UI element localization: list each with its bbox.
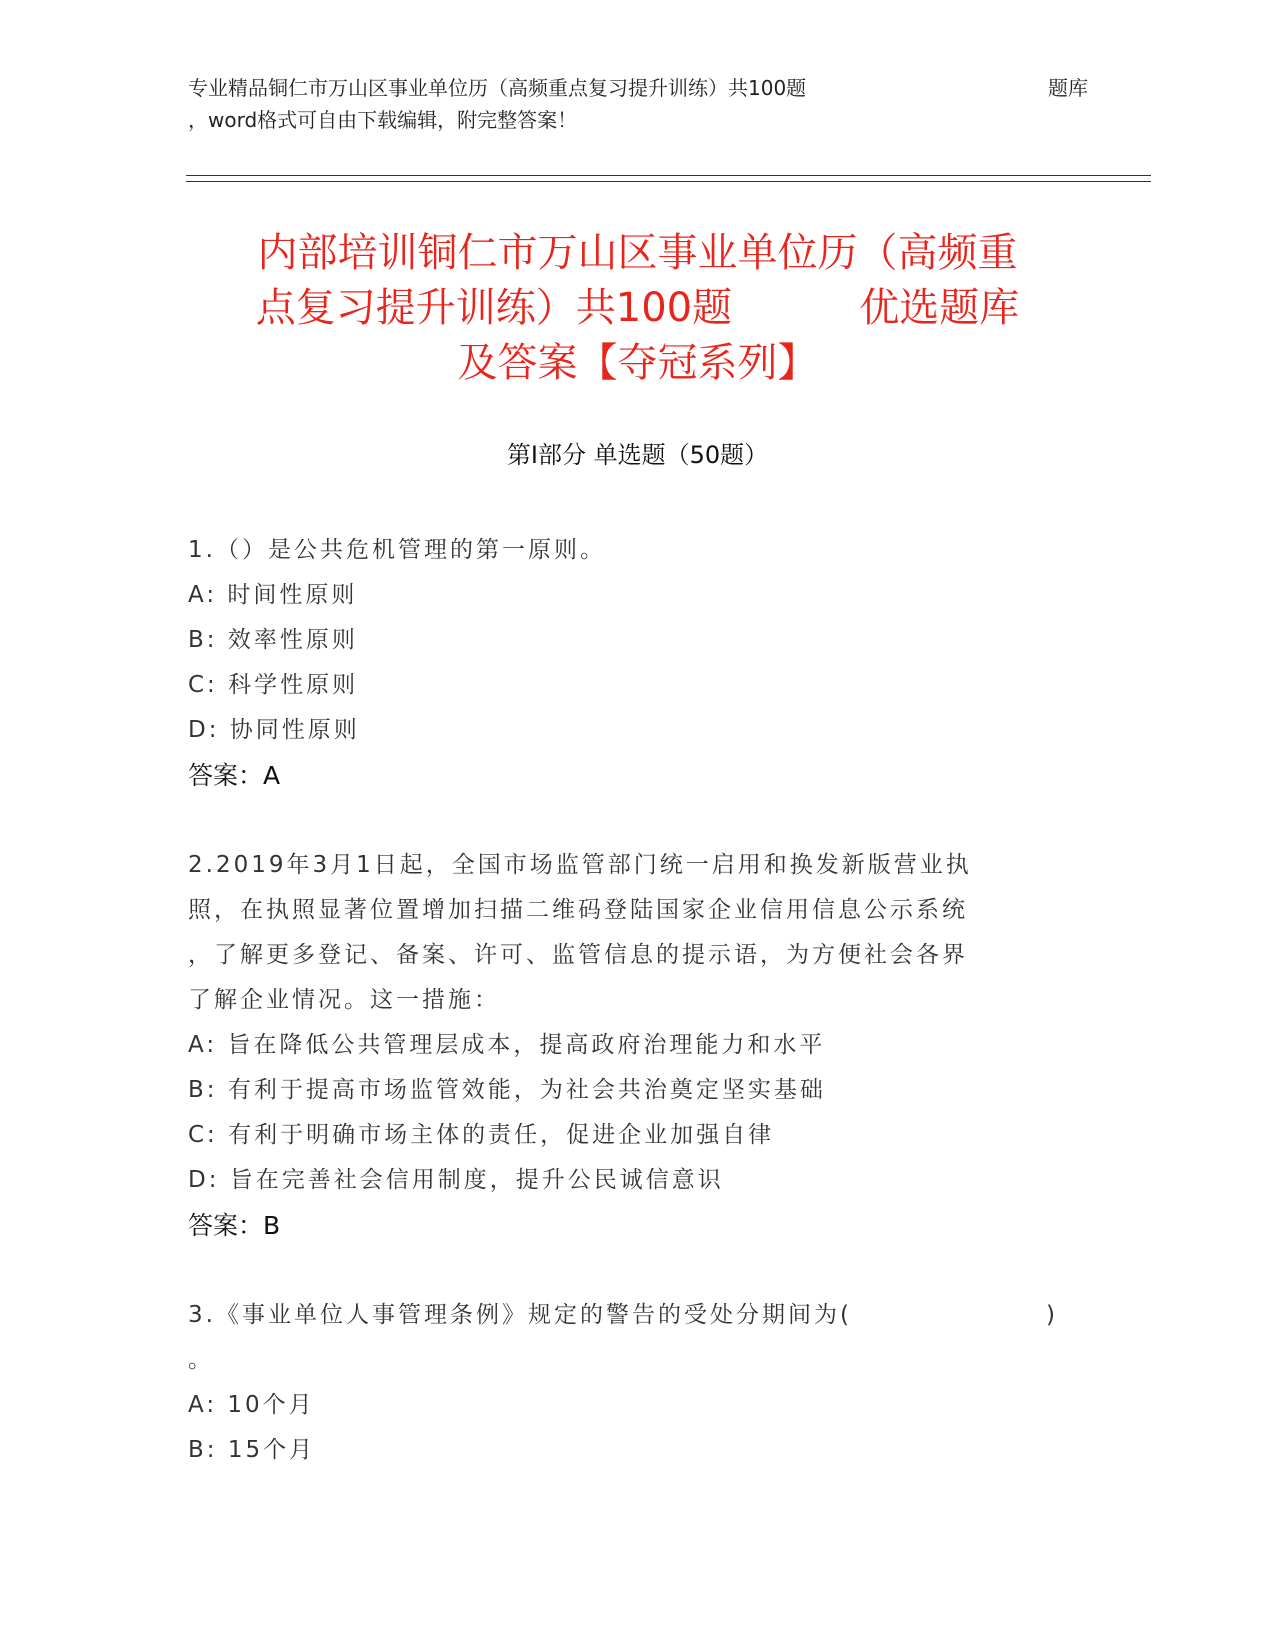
question-2-stem-line-3: ，了解更多登记、备案、许可、监管信息的提示语，为方便社会各界 — [188, 942, 968, 968]
question-3-stem — [188, 1293, 1058, 1338]
header-divider-bottom — [186, 181, 1151, 182]
question-spacer — [188, 1248, 1068, 1293]
document-title — [195, 226, 1080, 391]
header-line-2: ，word格式可自由下载编辑，附完整答案！ — [188, 108, 578, 132]
question-1-stem: 1.（）是公共危机管理的第一原则。 — [188, 537, 606, 563]
question-1-option-a: A: 时间性原则 — [188, 582, 358, 608]
question-2-stem-line-2: 照，在执照显著位置增加扫描二维码登陆国家企业信用信息公示系统 — [188, 897, 968, 923]
page-header — [188, 72, 1148, 136]
question-2-answer: 答案：B — [188, 1211, 281, 1240]
question-spacer — [188, 798, 1068, 843]
question-list — [188, 528, 1068, 1473]
question-1-answer: 答案：A — [188, 761, 281, 790]
question-2-stem-line-1: 2.2019年3月1日起，全国市场监管部门统一启用和换发新版营业执 — [188, 852, 972, 878]
header-title-text: 专业精品铜仁市万山区事业单位历（高频重点复习提升训练）共100题 — [188, 76, 807, 100]
question-2-option-b: B: 有利于提高市场监管效能，为社会共治奠定坚实基础 — [188, 1077, 826, 1103]
question-2-option-a: A: 旨在降低公共管理层成本，提高政府治理能力和水平 — [188, 1032, 826, 1058]
section-title: 第Ⅰ部分 单选题（50题） — [506, 441, 769, 469]
question-1-option-c: C: 科学性原则 — [188, 672, 359, 698]
question-3-stem-continuation: 。 — [188, 1347, 214, 1373]
question-2-option-c: C: 有利于明确市场主体的责任，促进企业加强自律 — [188, 1122, 775, 1148]
question-3-stem-close: ) — [1046, 1302, 1058, 1328]
question-2-stem-line-4: 了解企业情况。这一措施： — [188, 987, 500, 1013]
question-3 — [188, 1293, 1068, 1473]
title-line-3: 及答案【夺冠系列】 — [457, 340, 818, 386]
question-1-option-b: B: 效率性原则 — [188, 627, 358, 653]
question-2-option-d: D: 旨在完善社会信用制度，提升公民诚信意识 — [188, 1167, 724, 1193]
header-divider-top — [186, 175, 1151, 176]
question-3-option-a: A: 10个月 — [188, 1392, 315, 1418]
question-3-stem-text: 3.《事业单位人事管理条例》规定的警告的受处分期间为( — [188, 1302, 852, 1328]
question-3-option-b: B: 15个月 — [188, 1437, 316, 1463]
header-line-1 — [188, 72, 1088, 104]
question-2 — [188, 843, 1068, 1248]
question-1-option-d: D: 协同性原则 — [188, 717, 360, 743]
question-1 — [188, 528, 1068, 798]
header-tag-text: 题库 — [1048, 76, 1088, 100]
title-line-2: 点复习提升训练）共100题 优选题库 — [255, 285, 1020, 331]
title-line-1: 内部培训铜仁市万山区事业单位历（高频重 — [257, 230, 1018, 276]
